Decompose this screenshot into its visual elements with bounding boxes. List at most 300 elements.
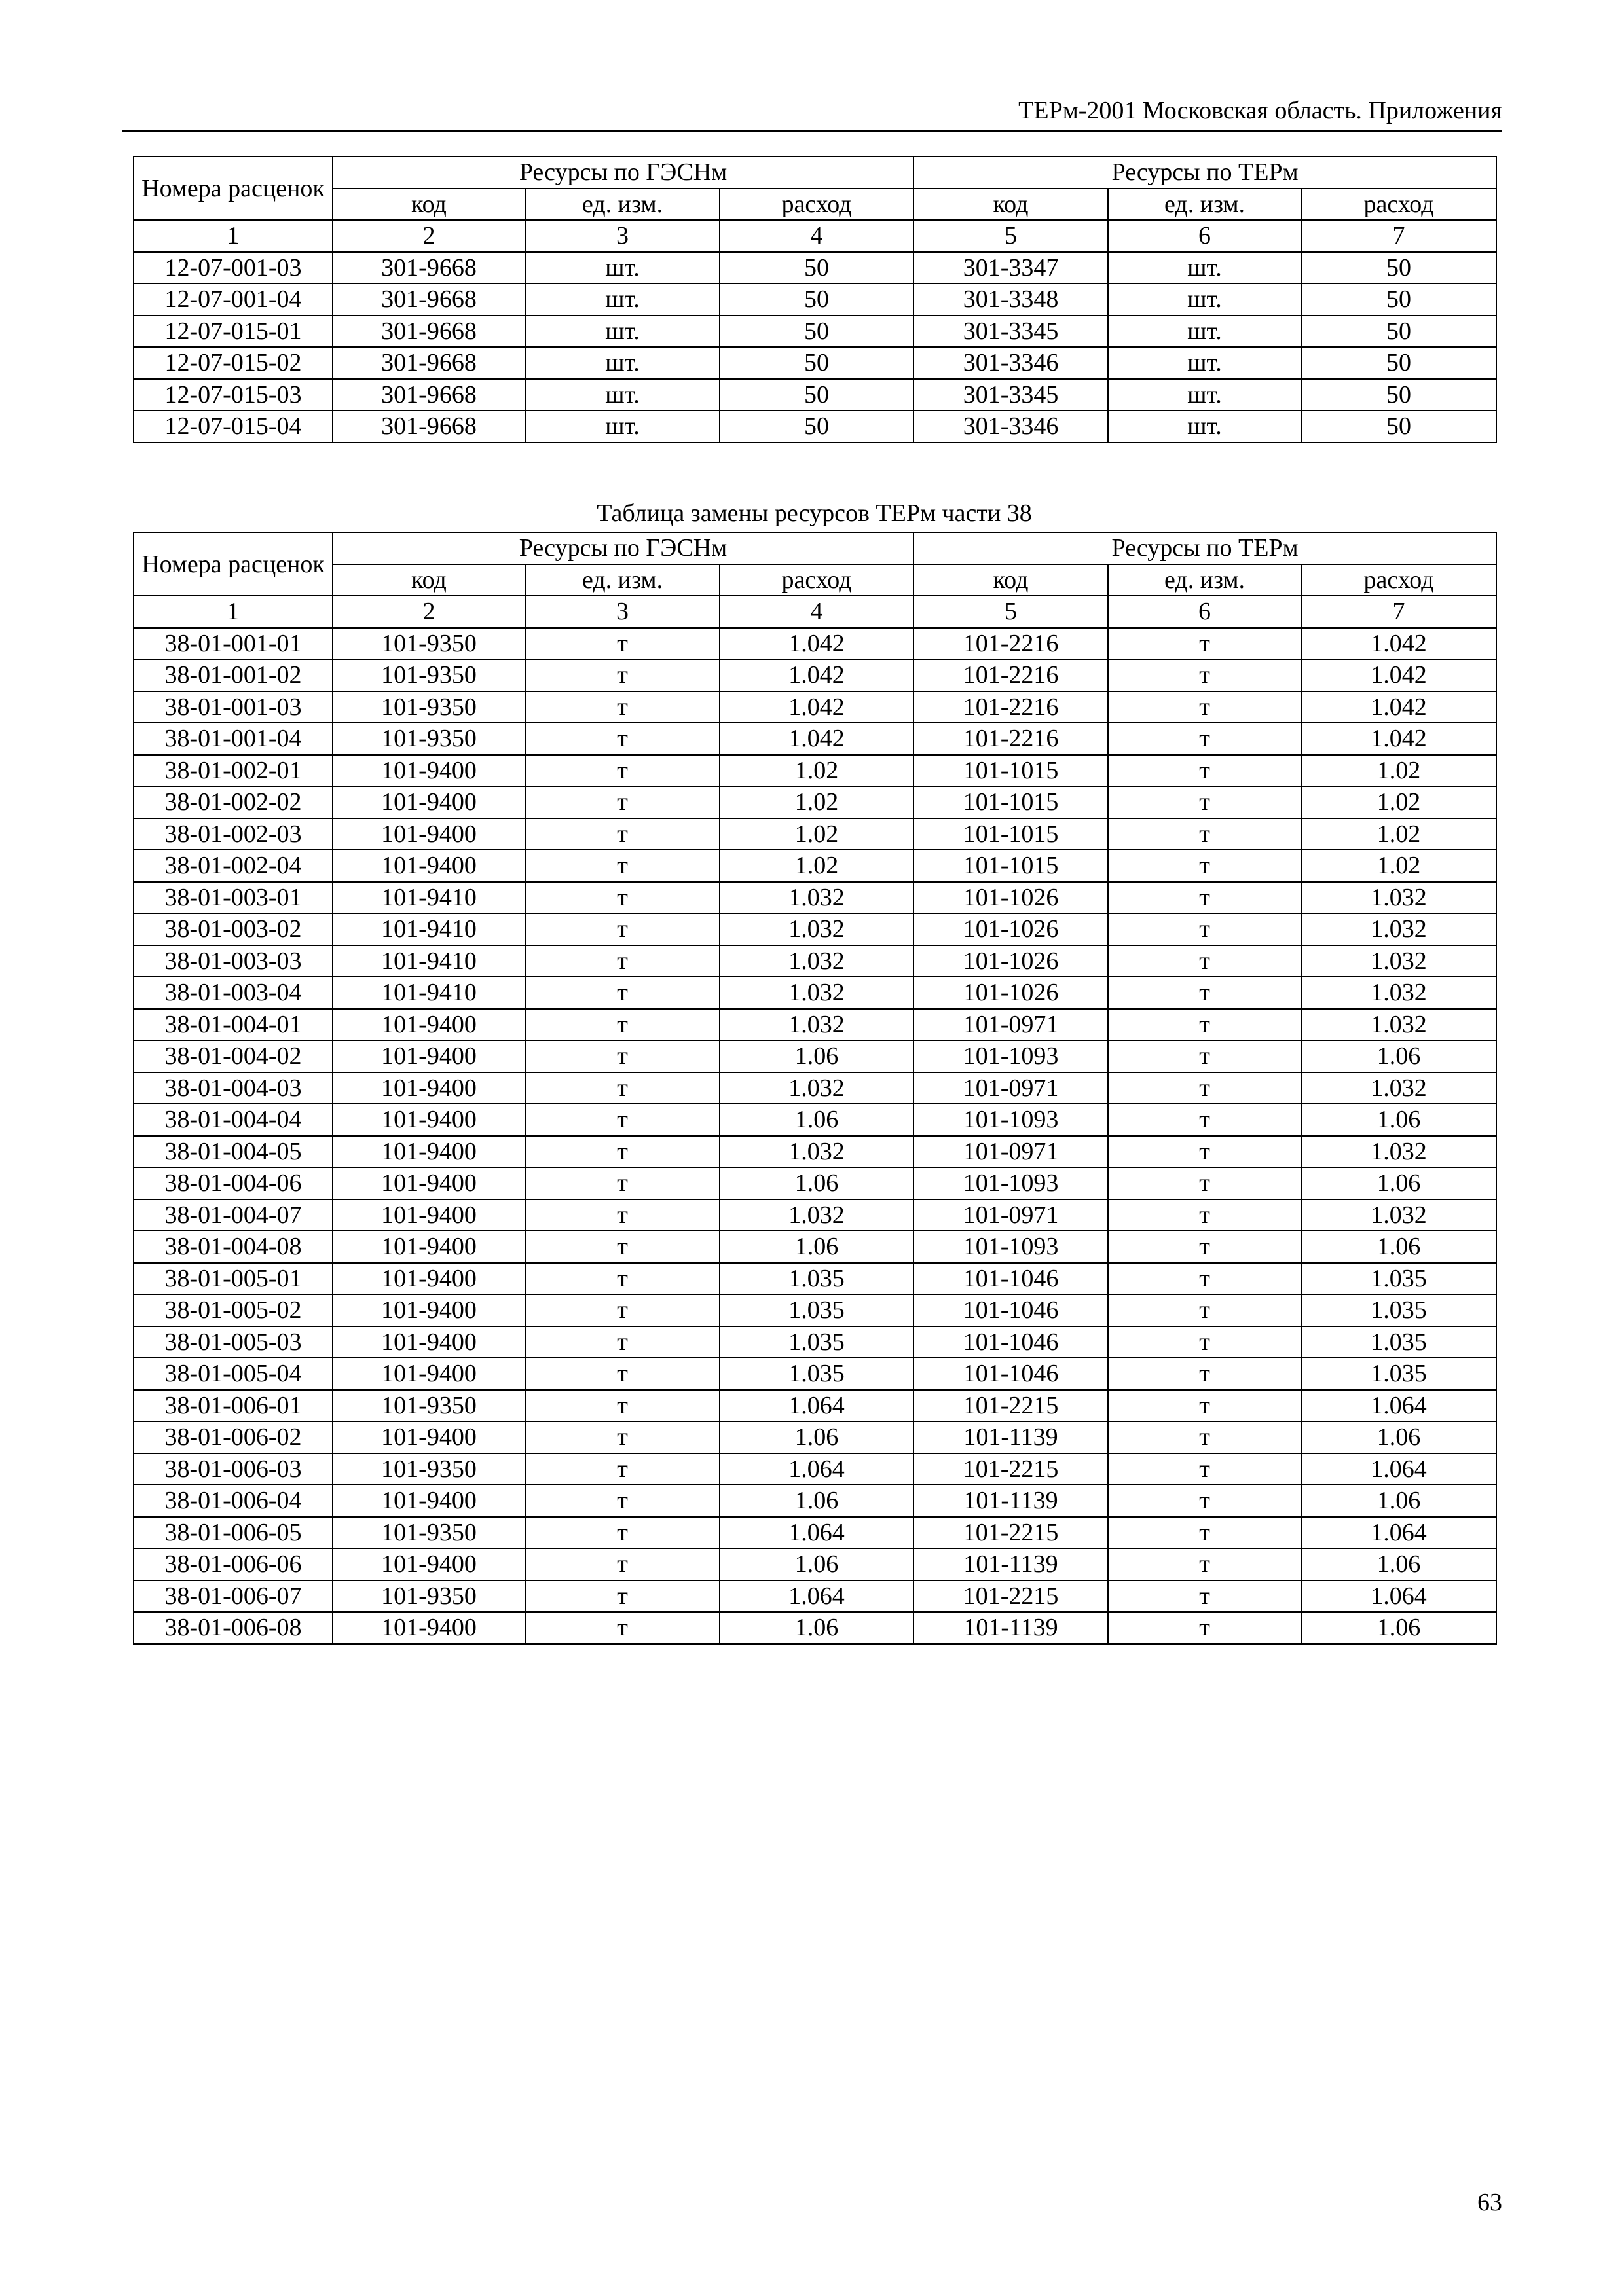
table-cell: т bbox=[1108, 659, 1301, 691]
table-row bbox=[134, 1390, 1496, 1422]
table-cell: 1.032 bbox=[720, 1009, 913, 1041]
table-row bbox=[134, 252, 1496, 284]
table-row bbox=[134, 977, 1496, 1009]
table-row bbox=[134, 850, 1496, 882]
table-row bbox=[134, 1612, 1496, 1644]
table-cell: 101-0971 bbox=[913, 1072, 1108, 1104]
table-cell: 38-01-004-05 bbox=[134, 1136, 333, 1168]
table-cell: 101-9400 bbox=[333, 755, 525, 787]
table-row bbox=[134, 1009, 1496, 1041]
table-cell: 38-01-006-01 bbox=[134, 1390, 333, 1422]
table-cell: 38-01-005-04 bbox=[134, 1358, 333, 1390]
table-cell: т bbox=[525, 691, 720, 723]
table-cell: 1.032 bbox=[1301, 1009, 1496, 1041]
table-cell: 101-9400 bbox=[333, 850, 525, 882]
table-row bbox=[134, 283, 1496, 316]
table-cell: 101-1026 bbox=[913, 882, 1108, 914]
table-cell: т bbox=[1108, 1009, 1301, 1041]
table-cell: 101-9400 bbox=[333, 1548, 525, 1580]
table-cell: 301-3347 bbox=[913, 252, 1108, 284]
table-cell: 12-07-015-02 bbox=[134, 347, 333, 379]
table-cell: 101-1015 bbox=[913, 786, 1108, 818]
table-cell: 1.06 bbox=[1301, 1421, 1496, 1453]
table-cell: 101-9410 bbox=[333, 913, 525, 945]
col-header-numbers: Номера расценок bbox=[134, 532, 333, 596]
table-cell: 38-01-003-03 bbox=[134, 945, 333, 977]
table-cell: 1.042 bbox=[1301, 628, 1496, 660]
table-cell: т bbox=[1108, 1167, 1301, 1199]
table-cell: 101-2216 bbox=[913, 723, 1108, 755]
table-row bbox=[134, 1136, 1496, 1168]
table-body bbox=[134, 532, 1496, 1644]
table-cell: 50 bbox=[1301, 316, 1496, 348]
table-cell: шт. bbox=[525, 283, 720, 316]
table-cell: 101-2216 bbox=[913, 659, 1108, 691]
table-cell: 101-2215 bbox=[913, 1580, 1108, 1613]
table-cell: 12-07-015-04 bbox=[134, 410, 333, 443]
col-header-gesn: Ресурсы по ГЭСНм bbox=[333, 156, 913, 189]
table-cell: 101-9400 bbox=[333, 786, 525, 818]
table-cell: 1.042 bbox=[720, 628, 913, 660]
table-cell: т bbox=[1108, 1199, 1301, 1231]
table-cell: т bbox=[1108, 1453, 1301, 1485]
table-cell: 101-9400 bbox=[333, 1612, 525, 1644]
table-cell: 1.042 bbox=[1301, 723, 1496, 755]
table-cell: т bbox=[1108, 913, 1301, 945]
subheader-row bbox=[134, 564, 1496, 596]
table-cell: 38-01-003-04 bbox=[134, 977, 333, 1009]
table-cell: 1.06 bbox=[720, 1231, 913, 1263]
table-cell: т bbox=[525, 1390, 720, 1422]
table-cell: т bbox=[1108, 1358, 1301, 1390]
table-row bbox=[134, 755, 1496, 787]
table-cell: 301-3346 bbox=[913, 347, 1108, 379]
table-cell: т bbox=[1108, 1104, 1301, 1136]
table-row bbox=[134, 1294, 1496, 1326]
table-cell: 1.064 bbox=[1301, 1580, 1496, 1613]
table-cell: 1.042 bbox=[720, 723, 913, 755]
table-cell: 50 bbox=[1301, 379, 1496, 411]
column-number: 7 bbox=[1301, 596, 1496, 628]
col-header-code: код bbox=[913, 564, 1108, 596]
table-row bbox=[134, 379, 1496, 411]
table-cell: т bbox=[1108, 1263, 1301, 1295]
table-cell: т bbox=[1108, 818, 1301, 850]
col-header-consumption: расход bbox=[1301, 189, 1496, 221]
table-cell: 101-2215 bbox=[913, 1453, 1108, 1485]
table-cell: 12-07-001-04 bbox=[134, 283, 333, 316]
table-cell: т bbox=[1108, 1390, 1301, 1422]
table-cell: шт. bbox=[1108, 283, 1301, 316]
header-row bbox=[134, 532, 1496, 564]
column-number: 3 bbox=[525, 220, 720, 252]
table-cell: 1.035 bbox=[1301, 1294, 1496, 1326]
table-cell: 301-9668 bbox=[333, 252, 525, 284]
table-cell: 1.02 bbox=[1301, 818, 1496, 850]
table-cell: 101-9400 bbox=[333, 1358, 525, 1390]
table-cell: шт. bbox=[1108, 252, 1301, 284]
table-cell: 1.02 bbox=[1301, 786, 1496, 818]
table-cell: 1.064 bbox=[720, 1517, 913, 1549]
table-cell: т bbox=[1108, 723, 1301, 755]
table-cell: 38-01-003-02 bbox=[134, 913, 333, 945]
table-cell: 101-9400 bbox=[333, 1072, 525, 1104]
column-number: 5 bbox=[913, 596, 1108, 628]
table-cell: 1.064 bbox=[720, 1390, 913, 1422]
page-number: 63 bbox=[1477, 2189, 1502, 2216]
page-header-title: ТЕРм-2001 Московская область. Приложения bbox=[1018, 97, 1502, 124]
table-cell: 1.032 bbox=[720, 977, 913, 1009]
column-number-row bbox=[134, 596, 1496, 628]
table-cell: 1.035 bbox=[720, 1358, 913, 1390]
table-cell: 1.064 bbox=[720, 1453, 913, 1485]
table-caption: Таблица замены ресурсов ТЕРм части 38 bbox=[597, 500, 1032, 527]
table-cell: 101-1139 bbox=[913, 1421, 1108, 1453]
table-cell: т bbox=[525, 1231, 720, 1263]
table-cell: т bbox=[525, 1517, 720, 1549]
table-cell: 1.032 bbox=[720, 945, 913, 977]
column-number: 5 bbox=[913, 220, 1108, 252]
table-cell: т bbox=[1108, 850, 1301, 882]
col-header-unit: ед. изм. bbox=[1108, 564, 1301, 596]
table-cell: 1.06 bbox=[720, 1167, 913, 1199]
table-cell: 1.042 bbox=[1301, 659, 1496, 691]
table-cell: 1.06 bbox=[1301, 1612, 1496, 1644]
table-row bbox=[134, 1517, 1496, 1549]
table-cell: 101-9350 bbox=[333, 723, 525, 755]
table-cell: 1.035 bbox=[720, 1294, 913, 1326]
table-cell: 38-01-004-02 bbox=[134, 1040, 333, 1072]
table-cell: 301-9668 bbox=[333, 379, 525, 411]
table-cell: 50 bbox=[1301, 410, 1496, 443]
table-cell: 1.06 bbox=[1301, 1485, 1496, 1517]
column-number: 1 bbox=[134, 220, 333, 252]
table-row bbox=[134, 1580, 1496, 1613]
column-number: 1 bbox=[134, 596, 333, 628]
table-cell: 38-01-002-03 bbox=[134, 818, 333, 850]
table-cell: т bbox=[525, 1199, 720, 1231]
table-row bbox=[134, 945, 1496, 977]
table-cell: 1.06 bbox=[1301, 1104, 1496, 1136]
table-cell: т bbox=[525, 1580, 720, 1613]
table-cell: т bbox=[525, 723, 720, 755]
table-row bbox=[134, 1421, 1496, 1453]
column-number: 6 bbox=[1108, 596, 1301, 628]
table-cell: 38-01-005-01 bbox=[134, 1263, 333, 1295]
table-cell: шт. bbox=[1108, 379, 1301, 411]
table-cell: т bbox=[1108, 691, 1301, 723]
table-cell: 1.032 bbox=[1301, 945, 1496, 977]
column-number: 3 bbox=[525, 596, 720, 628]
table-row bbox=[134, 316, 1496, 348]
table-cell: шт. bbox=[525, 410, 720, 443]
table-cell: т bbox=[1108, 1517, 1301, 1549]
table-row bbox=[134, 1548, 1496, 1580]
table-cell: т bbox=[525, 1548, 720, 1580]
table-cell: 38-01-006-02 bbox=[134, 1421, 333, 1453]
table-cell: 38-01-002-04 bbox=[134, 850, 333, 882]
table-cell: т bbox=[1108, 1294, 1301, 1326]
table-cell: 1.032 bbox=[1301, 913, 1496, 945]
table-cell: 38-01-003-01 bbox=[134, 882, 333, 914]
table-row bbox=[134, 1453, 1496, 1485]
table-row bbox=[134, 786, 1496, 818]
table-cell: т bbox=[1108, 1421, 1301, 1453]
table-cell: 50 bbox=[1301, 347, 1496, 379]
col-header-consumption: расход bbox=[1301, 564, 1496, 596]
table-cell: 38-01-006-08 bbox=[134, 1612, 333, 1644]
table-cell: 101-9400 bbox=[333, 1485, 525, 1517]
table-cell: 101-1026 bbox=[913, 913, 1108, 945]
table-cell: шт. bbox=[525, 252, 720, 284]
table-cell: 1.032 bbox=[720, 882, 913, 914]
table-cell: 38-01-001-04 bbox=[134, 723, 333, 755]
table-cell: 1.032 bbox=[720, 913, 913, 945]
table-cell: 301-3345 bbox=[913, 379, 1108, 411]
table-cell: 1.06 bbox=[720, 1485, 913, 1517]
table-row bbox=[134, 882, 1496, 914]
table-cell: т bbox=[1108, 755, 1301, 787]
column-number: 2 bbox=[333, 596, 525, 628]
table-row bbox=[134, 1167, 1496, 1199]
col-header-code: код bbox=[913, 189, 1108, 221]
table-cell: шт. bbox=[525, 316, 720, 348]
table-cell: 101-1139 bbox=[913, 1485, 1108, 1517]
table-cell: т bbox=[525, 1040, 720, 1072]
table-cell: т bbox=[1108, 1612, 1301, 1644]
col-header-ter: Ресурсы по ТЕРм bbox=[913, 532, 1496, 564]
table-cell: 101-9350 bbox=[333, 628, 525, 660]
table-cell: т bbox=[1108, 786, 1301, 818]
table-cell: 101-9410 bbox=[333, 977, 525, 1009]
table-cell: 12-07-015-01 bbox=[134, 316, 333, 348]
table-cell: т bbox=[525, 786, 720, 818]
table-cell: 1.064 bbox=[1301, 1453, 1496, 1485]
table-cell: 50 bbox=[1301, 283, 1496, 316]
table-cell: т bbox=[525, 1326, 720, 1358]
table-cell: т bbox=[525, 659, 720, 691]
table-cell: 38-01-005-03 bbox=[134, 1326, 333, 1358]
col-header-code: код bbox=[333, 189, 525, 221]
table-cell: 101-9400 bbox=[333, 1263, 525, 1295]
table-cell: 50 bbox=[720, 347, 913, 379]
table-cell: 1.032 bbox=[1301, 1199, 1496, 1231]
table-cell: 1.032 bbox=[1301, 882, 1496, 914]
table-cell: 101-9400 bbox=[333, 1009, 525, 1041]
table-body bbox=[134, 156, 1496, 443]
table-cell: 50 bbox=[720, 379, 913, 411]
table-cell: 38-01-002-02 bbox=[134, 786, 333, 818]
column-number: 7 bbox=[1301, 220, 1496, 252]
table-cell: 50 bbox=[720, 410, 913, 443]
table-cell: 101-1139 bbox=[913, 1612, 1108, 1644]
table-cell: т bbox=[1108, 1072, 1301, 1104]
col-header-unit: ед. изм. bbox=[525, 564, 720, 596]
table-cell: 38-01-005-02 bbox=[134, 1294, 333, 1326]
table-row bbox=[134, 818, 1496, 850]
table-cell: т bbox=[525, 1263, 720, 1295]
table-cell: 101-1046 bbox=[913, 1326, 1108, 1358]
table-cell: т bbox=[525, 1294, 720, 1326]
table-cell: 1.02 bbox=[1301, 850, 1496, 882]
table-cell: 101-1046 bbox=[913, 1263, 1108, 1295]
table-cell: 1.06 bbox=[720, 1040, 913, 1072]
table-cell: 1.06 bbox=[1301, 1231, 1496, 1263]
table-cell: 101-2216 bbox=[913, 628, 1108, 660]
table-cell: 101-1015 bbox=[913, 850, 1108, 882]
table-cell: 1.032 bbox=[1301, 977, 1496, 1009]
table-cell: 1.06 bbox=[1301, 1040, 1496, 1072]
table-cell: 38-01-004-01 bbox=[134, 1009, 333, 1041]
table-cell: 1.02 bbox=[1301, 755, 1496, 787]
table-cell: 1.06 bbox=[1301, 1167, 1496, 1199]
table-cell: 101-9410 bbox=[333, 882, 525, 914]
table-cell: т bbox=[525, 818, 720, 850]
column-number: 4 bbox=[720, 220, 913, 252]
table-cell: 50 bbox=[720, 283, 913, 316]
table-cell: 1.02 bbox=[720, 755, 913, 787]
table-cell: т bbox=[525, 945, 720, 977]
col-header-ter: Ресурсы по ТЕРм bbox=[913, 156, 1496, 189]
table-cell: т bbox=[525, 1104, 720, 1136]
table-cell: т bbox=[525, 1167, 720, 1199]
table-cell: 101-1139 bbox=[913, 1548, 1108, 1580]
table-cell: 1.06 bbox=[720, 1548, 913, 1580]
table-cell: 101-9400 bbox=[333, 1040, 525, 1072]
table-cell: т bbox=[525, 913, 720, 945]
table-row bbox=[134, 1040, 1496, 1072]
column-number: 4 bbox=[720, 596, 913, 628]
table-row bbox=[134, 913, 1496, 945]
table-cell: 38-01-001-02 bbox=[134, 659, 333, 691]
table-cell: 1.06 bbox=[720, 1104, 913, 1136]
table-cell: 101-9410 bbox=[333, 945, 525, 977]
table-cell: 1.032 bbox=[720, 1072, 913, 1104]
table-cell: шт. bbox=[1108, 316, 1301, 348]
table-cell: 101-1015 bbox=[913, 755, 1108, 787]
table-cell: 1.06 bbox=[720, 1612, 913, 1644]
table-cell: 301-3348 bbox=[913, 283, 1108, 316]
table-cell: 38-01-004-04 bbox=[134, 1104, 333, 1136]
table-cell: 38-01-006-07 bbox=[134, 1580, 333, 1613]
table-cell: 101-1046 bbox=[913, 1358, 1108, 1390]
table-cell: 101-9350 bbox=[333, 691, 525, 723]
col-header-consumption: расход bbox=[720, 564, 913, 596]
table-cell: 1.035 bbox=[1301, 1326, 1496, 1358]
table-cell: 101-1093 bbox=[913, 1040, 1108, 1072]
table-cell: т bbox=[1108, 1040, 1301, 1072]
column-number: 6 bbox=[1108, 220, 1301, 252]
table-row bbox=[134, 1263, 1496, 1295]
table-cell: 101-2215 bbox=[913, 1390, 1108, 1422]
table-row bbox=[134, 1072, 1496, 1104]
table-cell: 101-1015 bbox=[913, 818, 1108, 850]
table-cell: 301-9668 bbox=[333, 347, 525, 379]
table-cell: 301-9668 bbox=[333, 410, 525, 443]
column-number: 2 bbox=[333, 220, 525, 252]
table-cell: т bbox=[525, 1136, 720, 1168]
table-cell: 101-9400 bbox=[333, 1136, 525, 1168]
table-cell: 101-9350 bbox=[333, 1517, 525, 1549]
col-header-numbers: Номера расценок bbox=[134, 156, 333, 220]
table-cell: 101-9400 bbox=[333, 1167, 525, 1199]
table-cell: 101-0971 bbox=[913, 1136, 1108, 1168]
col-header-code: код bbox=[333, 564, 525, 596]
table-cell: 101-9350 bbox=[333, 1580, 525, 1613]
table-cell: 38-01-004-06 bbox=[134, 1167, 333, 1199]
table-cell: 38-01-002-01 bbox=[134, 755, 333, 787]
table-cell: 1.032 bbox=[720, 1199, 913, 1231]
table-row bbox=[134, 1358, 1496, 1390]
table-row bbox=[134, 1231, 1496, 1263]
table-cell: 1.042 bbox=[1301, 691, 1496, 723]
table-cell: 50 bbox=[720, 316, 913, 348]
table-cell: 301-3345 bbox=[913, 316, 1108, 348]
table-cell: 301-3346 bbox=[913, 410, 1108, 443]
table-cell: 101-9350 bbox=[333, 1453, 525, 1485]
table-cell: 1.02 bbox=[720, 818, 913, 850]
table-cell: т bbox=[525, 850, 720, 882]
table-cell: 38-01-006-03 bbox=[134, 1453, 333, 1485]
table-cell: 301-9668 bbox=[333, 283, 525, 316]
header-rule bbox=[122, 130, 1502, 132]
table-cell: 1.035 bbox=[1301, 1358, 1496, 1390]
table-cell: т bbox=[525, 1485, 720, 1517]
table-cell: т bbox=[525, 1453, 720, 1485]
table-cell: 101-1026 bbox=[913, 977, 1108, 1009]
table-cell: 101-9400 bbox=[333, 1199, 525, 1231]
table-cell: т bbox=[1108, 882, 1301, 914]
table-cell: 38-01-004-03 bbox=[134, 1072, 333, 1104]
table-cell: 101-1046 bbox=[913, 1294, 1108, 1326]
table-cell: 12-07-015-03 bbox=[134, 379, 333, 411]
col-header-unit: ед. изм. bbox=[1108, 189, 1301, 221]
table-cell: 1.06 bbox=[720, 1421, 913, 1453]
table-row bbox=[134, 723, 1496, 755]
table-cell: т bbox=[1108, 1326, 1301, 1358]
table-cell: 101-9350 bbox=[333, 1390, 525, 1422]
table-cell: 1.032 bbox=[1301, 1136, 1496, 1168]
table-cell: 101-1093 bbox=[913, 1167, 1108, 1199]
table-cell: т bbox=[525, 628, 720, 660]
table-cell: т bbox=[1108, 1485, 1301, 1517]
table-cell: т bbox=[525, 1358, 720, 1390]
table-cell: шт. bbox=[1108, 347, 1301, 379]
table-cell: 101-1026 bbox=[913, 945, 1108, 977]
table-row bbox=[134, 691, 1496, 723]
table-row bbox=[134, 410, 1496, 443]
table-cell: т bbox=[525, 1612, 720, 1644]
table-row bbox=[134, 1485, 1496, 1517]
table-cell: т bbox=[1108, 977, 1301, 1009]
table-cell: т bbox=[525, 1072, 720, 1104]
column-number-row bbox=[134, 220, 1496, 252]
table-cell: шт. bbox=[1108, 410, 1301, 443]
table-cell: 101-9400 bbox=[333, 1294, 525, 1326]
table-cell: 1.042 bbox=[720, 691, 913, 723]
table-cell: 101-9400 bbox=[333, 1231, 525, 1263]
table-cell: 38-01-004-07 bbox=[134, 1199, 333, 1231]
table-cell: 301-9668 bbox=[333, 316, 525, 348]
table-cell: 1.042 bbox=[720, 659, 913, 691]
table-row bbox=[134, 1199, 1496, 1231]
table-cell: 50 bbox=[1301, 252, 1496, 284]
table-cell: шт. bbox=[525, 347, 720, 379]
table-cell: т bbox=[525, 882, 720, 914]
table-cell: 1.06 bbox=[1301, 1548, 1496, 1580]
table-cell: 1.032 bbox=[1301, 1072, 1496, 1104]
col-header-gesn: Ресурсы по ГЭСНм bbox=[333, 532, 913, 564]
